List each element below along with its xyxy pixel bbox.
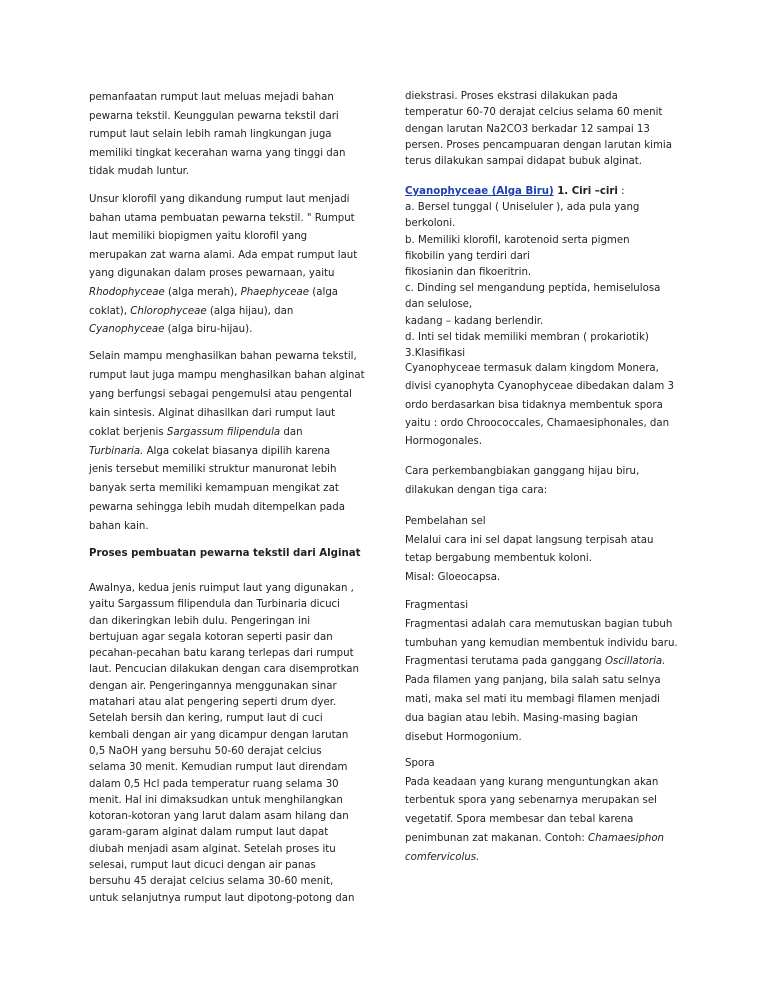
text-line: terbentuk spora yang sebenarnya merupakan sel: [405, 795, 657, 807]
text-line: diekstrasi. Proses ekstrasi dilakukan pada: [405, 91, 618, 102]
text-line: bahan kain.: [89, 521, 149, 533]
text-fragment: (alga hijau), dan: [206, 305, 294, 317]
text-line: [89, 443, 369, 462]
paragraph-fragmentasi: [405, 597, 680, 747]
text-line: dilakukan dengan tiga cara:: [405, 484, 548, 496]
text-line: Cyanophyceae termasuk dalam kingdom Monera,: [405, 363, 659, 374]
text-line: jenis tersebut memiliki struktur manuronat lebih: [89, 464, 337, 476]
text-line: vegetatif. Spora membesar dan tebal karena: [405, 814, 634, 826]
text-line: bersuhu 45 derajat celcius selama 30-60 menit,: [89, 876, 334, 888]
text-fragment: coklat berjenis: [89, 426, 167, 438]
text-line: dengan air. Pengeringannya menggunakan sinar: [89, 680, 337, 692]
text-line: fikosianin dan fikoeritrin.: [405, 267, 532, 279]
species-name: comfervicolus.: [405, 851, 480, 863]
paragraph-ekstrasi: [405, 89, 680, 170]
text-line: kotoran-kotoran yang larut dalam asam hilang dan: [89, 811, 349, 823]
text-line: pemanfaatan rumput laut meluas mejadi bahan: [89, 92, 334, 103]
species-name: Sargassum filipendula: [166, 426, 281, 438]
paragraph-perkembangbiakan: [405, 463, 680, 500]
text-line: garam-garam alginat dalam rumput laut dapat: [89, 827, 329, 839]
text-line: [89, 321, 369, 340]
text-fragment: (alga: [309, 286, 339, 298]
species-name: Chamaesiphon: [588, 832, 665, 844]
text-line: ordo berdasarkan bisa tidaknya membentuk spora: [405, 399, 663, 411]
text-line: laut. Pencucian dilakukan dengan cara disemprotkan: [89, 664, 359, 676]
text-line: divisi cyanophyta Cyanophyceae dibedakan dalam 3: [405, 381, 674, 393]
text-line: dan dikeringkan lebih dulu. Pengeringan ini: [89, 615, 311, 627]
species-name: Chlorophyceae: [130, 305, 207, 317]
text-line: kembali dengan air yang dicampur dengan larutan: [89, 729, 349, 741]
species-name: Rhodophyceae: [89, 286, 165, 298]
text-line: merupakan zat warna alami. Ada empat rumput laut: [89, 249, 358, 261]
paragraph-klasifikasi: [405, 360, 680, 451]
text-line: tetap bergabung membentuk koloni.: [405, 553, 592, 565]
text-line: menit. Hal ini dimaksudkan untuk menghilangkan: [89, 794, 343, 806]
text-line: Awalnya, kedua jenis ruimput laut yang digunakan ,: [89, 583, 354, 594]
text-line: fikobilin yang terdiri dari: [405, 250, 530, 262]
text-line: yaitu Sargassum filipendula dan Turbinaria dicuci: [89, 599, 340, 611]
text-line: pewarna tekstil. Keunggulan pewarna tekstil dari: [89, 110, 339, 122]
text-line: Hormogonales.: [405, 436, 483, 448]
text-line: pewarna sehingga lebih mudah ditempelkan pada: [89, 502, 345, 514]
text-line: yang berfungsi sebagai pengemulsi atau pengental: [89, 388, 352, 400]
cyanophyceae-link[interactable]: Cyanophyceae (Alga Biru): [405, 186, 554, 197]
text-line: Melalui cara ini sel dapat langsung terpisah atau: [405, 534, 654, 546]
text-fragment: (alga merah),: [164, 286, 241, 298]
text-fragment: dan: [280, 426, 303, 438]
text-line: memiliki tingkat kecerahan warna yang tinggi dan: [89, 147, 346, 159]
ciri-heading: 1. Ciri –ciri: [553, 186, 618, 197]
ciri-ciri-section: [405, 184, 680, 362]
paragraph-alginat: [89, 348, 369, 537]
text-line: yaitu : ordo Chroococcales, Chamaesiphonales, dan: [405, 417, 670, 429]
text-line: diubah menjadi asam alginat. Setelah proses itu: [89, 843, 336, 855]
text-line: dua bagian atau lebih. Masing-masing bagian: [405, 712, 638, 724]
text-line: selama 30 menit. Kemudian rumput laut direndam: [89, 762, 348, 774]
ciri-heading-line: [405, 184, 680, 200]
text-line: dengan larutan Na2CO3 berkadar 12 sampai 13: [405, 123, 650, 135]
text-line: Fragmentasi adalah cara memutuskan bagian tubuh: [405, 618, 673, 630]
text-line: a. Bersel tunggal ( Uniseluler ), ada pula yang: [405, 202, 640, 214]
species-name: Phaephyceae: [240, 286, 310, 298]
text-line: [89, 284, 369, 303]
text-line: selesai, rumput laut dicuci dengan air panas: [89, 860, 316, 872]
text-line: bahan utama pembuatan pewarna tekstil. " Rumput: [89, 212, 355, 224]
text-line: [89, 424, 369, 443]
text-line: tumbuhan yang kemudian membentuk individu baru.: [405, 637, 678, 649]
text-line: temperatur 60-70 derajat celcius selama 60 menit: [405, 107, 663, 119]
species-name: Turbinaria.: [89, 445, 144, 457]
text-line: [405, 653, 680, 672]
text-line: kain sintesis. Alginat dihasilkan dari rumput laut: [89, 407, 336, 419]
text-line: Spora: [405, 758, 435, 769]
text-line: [405, 830, 680, 849]
text-line: laut memiliki biopigmen yaitu klorofil yang: [89, 231, 308, 243]
paragraph-pembelahan: [405, 513, 680, 587]
text-line: pecahan-pecahan batu karang terlepas dari rumput: [89, 648, 354, 660]
section-heading: Proses pembuatan pewarna tekstil dari Alginat: [89, 548, 361, 559]
text-line: kadang – kadang berlendir.: [405, 315, 544, 327]
text-line: Selain mampu menghasilkan bahan pewarna tekstil,: [89, 351, 357, 362]
text-fragment: (alga biru-hijau).: [164, 324, 253, 336]
text-line: b. Memiliki klorofil, karotenoid serta pigmen: [405, 234, 630, 246]
text-line: dalam 0,5 Hcl pada temperatur ruang selama 30: [89, 778, 339, 790]
text-line: banyak serta memiliki kemampuan mengikat zat: [89, 483, 339, 495]
text-line: Pembelahan sel: [405, 516, 486, 527]
paragraph-intro: [89, 89, 369, 182]
paragraph-spora: [405, 755, 680, 867]
text-line: persen. Proses pencampuaran dengan larutan kimia: [405, 139, 672, 151]
text-line: rumput laut juga mampu menghasilkan bahan alginat: [89, 369, 365, 381]
text-line: disebut Hormogonium.: [405, 731, 522, 743]
text-line: dan selulose,: [405, 299, 473, 311]
text-line: matahari atau alat pengering seperti drum dyer.: [89, 697, 337, 709]
text-line: 3.Klasifikasi: [405, 348, 466, 360]
text-line: Pada keadaan yang kurang menguntungkan akan: [405, 776, 659, 788]
species-name: Oscillatoria.: [605, 656, 666, 668]
text-line: [89, 303, 369, 322]
text-line: untuk selanjutnya rumput laut dipotong-potong dan: [89, 892, 355, 904]
text-line: mati, maka sel mati itu membagi filamen menjadi: [405, 693, 660, 705]
text-fragment: Fragmentasi terutama pada ganggang: [405, 656, 605, 668]
text-line: Misal: Gloeocapsa.: [405, 571, 501, 583]
text-line: yang digunakan dalam proses pewarnaan, yaitu: [89, 268, 335, 280]
text-fragment: Alga cokelat biasanya dipilih karena: [143, 445, 331, 457]
text-line: Fragmentasi: [405, 600, 469, 611]
text-fragment: coklat),: [89, 305, 131, 317]
text-line: rumput laut selain lebih ramah lingkungan juga: [89, 129, 332, 140]
text-line: bertujuan agar segala kotoran seperti pasir dan: [89, 631, 333, 643]
text-line: Unsur klorofil yang dikandung rumput laut menjadi: [89, 194, 350, 205]
text-line: [405, 849, 680, 868]
text-line: tidak mudah luntur.: [89, 166, 190, 177]
paragraph-proses: [89, 581, 369, 907]
text-line: Cara perkembangbiakan ganggang hijau biru,: [405, 466, 640, 477]
text-line: terus dilakukan sampai didapat bubuk alginat.: [405, 156, 643, 168]
text-line: 0,5 NaOH yang bersuhu 50-60 derajat celcius: [89, 745, 322, 757]
paragraph-klorofil: [89, 191, 369, 340]
text-fragment: :: [617, 186, 625, 197]
text-line: Pada filamen yang panjang, bila salah satu selnya: [405, 675, 661, 687]
text-line: c. Dinding sel mengandung peptida, hemiselulosa: [405, 283, 661, 295]
text-line: Setelah bersih dan kering, rumput laut di cuci: [89, 713, 323, 725]
text-fragment: penimbunan zat makanan. Contoh:: [405, 832, 589, 844]
species-name: Cyanophyceae: [89, 324, 165, 336]
text-line: berkoloni.: [405, 218, 456, 230]
text-line: d. Inti sel tidak memiliki membran ( prokariotik): [405, 331, 649, 343]
